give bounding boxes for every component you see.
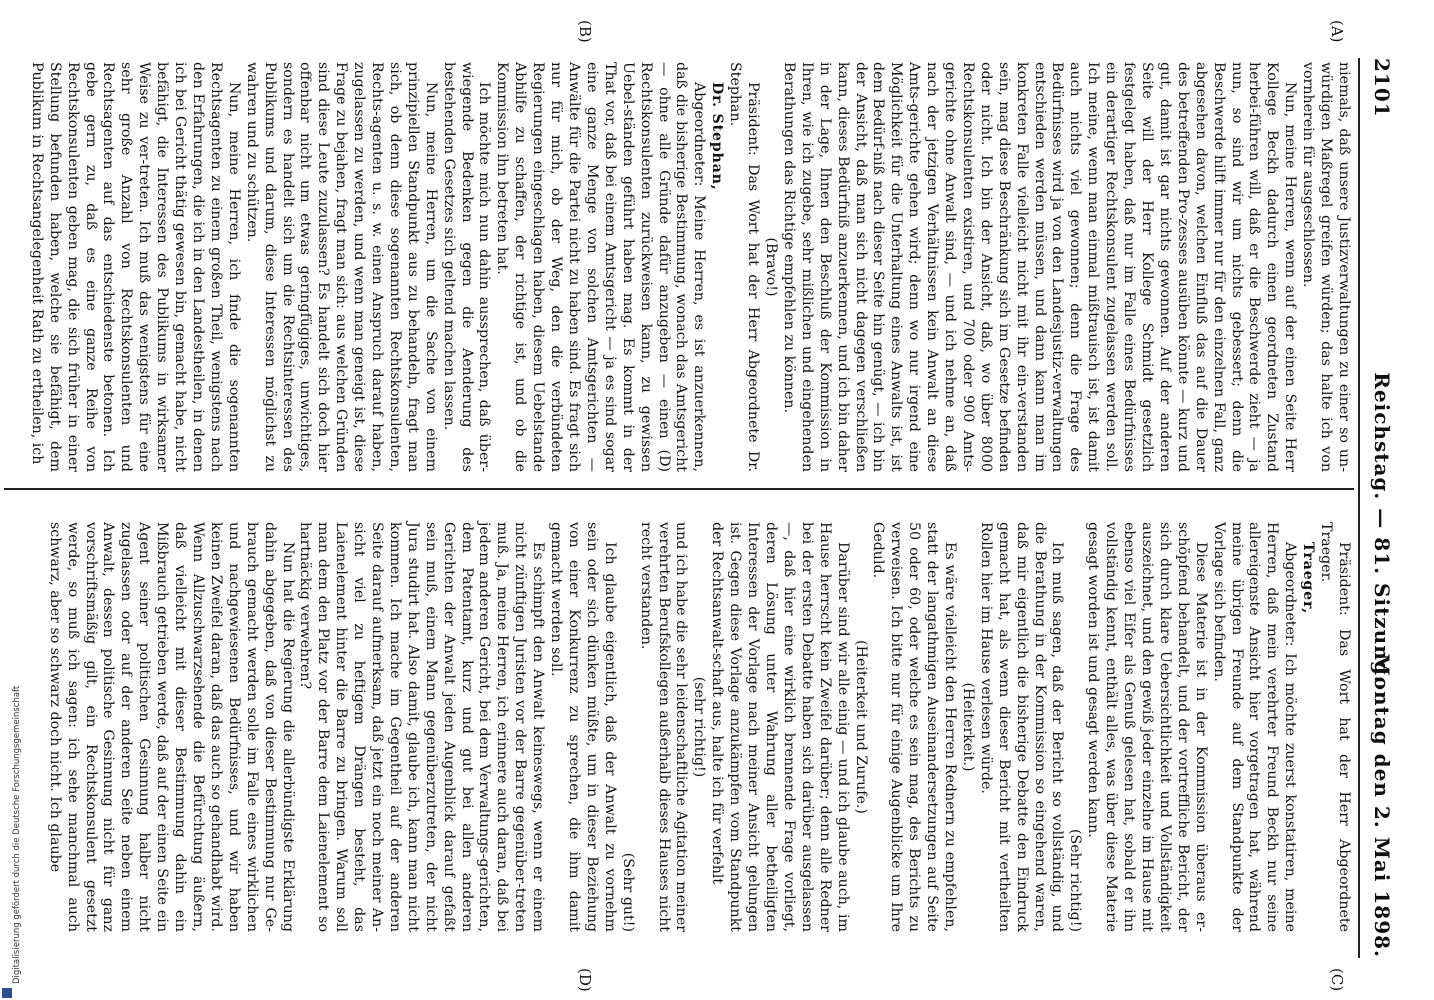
page-number: 2101 (1370, 58, 1394, 118)
footer-credit: Digitalisierung gefördert durch die Deutsche Forschungsgemeinschaft (12, 685, 22, 984)
speech-paragraph: und ich habe die sehr leidenschaftliche Agitation meiner verehrten Berufskollegen außerhalb dieses Hauses nicht recht verstanden. (637, 522, 690, 932)
speech-paragraph: niemals, daß unsere Justizverwaltungen zu einer so un-würdigen Maßregel greifen würden; das halte ich von vornherein für ausgeschlossen. (1300, 62, 1352, 472)
interjection: (sehr richtig!) (691, 676, 708, 778)
dfg-logo-icon (2, 988, 12, 998)
column-divider (4, 488, 1354, 490)
margin-mark-c: (C) (1328, 968, 1346, 992)
speech-paragraph: Es schimpft den Anwalt keineswegs, wenn er einem nicht zünftigen Juristen vor der Barre gegenüber-treten muß. Ja, meine Herren, ich erinnere auch daran, daß bei jedem anderen Gericht, bei dem Verwaltungs-gerichten, dem Patentamt, kurz und gut bei allen anderen Gerichten der Anwalt jeden Augenblick darauf gefaßt sein muß, einem Mann gegenüberzutreten, der nicht Jura studirt hat. Also damit, glaube ich, kann man nicht kommen. Ich mache im Gegentheil auf der anderen Seite darauf aufmerksam, daß jetzt ein noch meiner An-sicht viel zu heftigem Drängen besteht, das Laienelement hinter die Barre zu bringen. Warum soll man dem den Platz vor der Barre dem Laienelement so hartnäckig verwehren? (297, 522, 547, 932)
speech-paragraph: Ich muß sagen, daß der Bericht so vollständig, und die Berathung in der Kommission so eingehend waren, daß mir eigentlich die bisherige Debatte den Eindruck gemacht hat, als wenn dieser Bericht mit vertheilten Rollen hier im Hause verlesen würde. (977, 522, 1066, 932)
speech-paragraph: Abgeordneter: Meine Herren, es ist anzuerkennen, daß die bisherige Bestimmung, wonach das Amtsgericht — ohne alle Gründe dafür anzugeben — einen (D) Rechtskonsulenten zurückweisen kann, zu gewissen Uebel-ständen geführt haben mag. Es kommt in der That vor, daß bei einem Amtsgericht — ja es sind sogar eine ganze Menge von solchen Amtsgerichten — Anwälte für die Partei nicht zu haben sind. Es fragt sich nur für mich, ob der Weg, den die verbündeten Regierungen eingeschlagen haben, diesem Uebelstande Abhilfe zu schaffen, der richtige ist, und ob die Kommission ihn betreten hat. (494, 62, 708, 472)
margin-mark-b: (B) (576, 20, 594, 43)
page-header (1364, 58, 1398, 958)
text-column-2 (45, 522, 1352, 932)
speech-paragraph: Ich möchte mich nun dahin aussprechen, daß über-wiegende Bedenken gegen die Aenderung des bestehenden Gesetzes sich geltend machen lassen. (440, 62, 493, 472)
speaker-name: Dr. Stephan, (709, 82, 726, 191)
margin-mark-a: (A) (1328, 20, 1346, 43)
page-date: Montag den 2. Mai 1898. (1370, 653, 1394, 958)
speech-paragraph: Nun, meine Herren, wenn auf der einen Seite Herr Kollege Beckh dadurch einen geordneten Zustand herbei-führen will, daß er die Beschwerde zieht — ja nun, so sind wir um nichts gebessert; denn die Beschwerde hilft immer nur für den einzelnen Fall, ganz abgesehen davon, welchen Einfluß das auf die Dauer des betreffenden Pro-zesses ausüben könnte — kurz und gut, damit ist gar nichts gewonnen. Auf der anderen Seite will der Herr Kollege Schmidt gesetzlich festgelegt haben, daß nur im Falle eines Bedürfnisses ein derartiger Rechtskonsulent zugelassen werden soll. Ich meine, wenn man einmal mißtrauisch ist, ist damit auch nichts viel gewonnen; denn die Frage des Bedürfnisses wird ja von den Landesjustiz-verwaltungen entschieden werden müssen, und dann kann man im konkreten Falle vielleicht nicht mit ihr ein-verstanden sein, mag diese Beschränkung sich im Gesetze befinden oder nicht. Ich bin der Ansicht, daß, wo über 8000 Rechtskonsulenten existiren, und 700 oder 900 Amts-gerichte ohne Anwalt sind, — und ich nehme an, daß nach der jetzigen Verhältnissen kein Anwalt an diese Amts-gerichte gehen wird; denn wo nur irgend eine Möglichkeit für die Unterhaltung eines Anwalts ist, ist dem Bedürf-niß nach dieser Seite hin genügt, — ich bin der Ansicht, daß man sich nicht dagegen verschließen kann, dieses Bedürfniß anzuerkennen, und ich bin daher in der Lage, Ihnen den Beschluß der Kommission in Ihren, wie ich zugebe, sehr mißlichen und eingehenden Berathungen das Richtige empfehlen zu können. (780, 62, 1299, 472)
speaker-intro: Präsident: Das Wort hat der Herr Abgeordnete Traeger. (1318, 522, 1352, 932)
page-title: Reichstag. — 81. Sitzung. (1370, 372, 1394, 684)
speaker-name: Traeger, (1300, 542, 1317, 614)
speech-paragraph: Es wäre vielleicht den Herren Rednern zu empfehlen, statt der langathmigen Auseinandersetzungen auf Seite 50 oder 60, oder welche es sein mag, des Berichts zu verweisen. Ich bitte nur für einige Augenblicke um Ihre Geduld. (870, 522, 959, 932)
margin-mark-d: (D) (576, 968, 594, 992)
interjection: (Heiterkeit und Zurufe.) (852, 640, 869, 814)
speech-paragraph: Nun hat die Regierung die allerbündigste Erklärung dahin abgegeben, daß von dieser Bestimmung nur Ge-brauch gemacht werden solle im Falle eines wirklichen und nachgewiesenen Bedürfnisses, und wir haben keinen Zweifel daran, daß das auch so gehandhabt wird. Wenn Allzuschwarzsehende die Befürchtung äußern, daß vielleicht mit dieser Bestimmung dahin ein Mißbrauch getrieben werde, daß auf der einen Seite ein Agent seiner politischen Gesinnung halber nicht zugelassen oder auf der anderen Seite neben einem Anwalt, dessen politische Gesinnung nicht für ganz vorschriftsmäßig gilt, ein Rechtskonsulent gesetzt werde, so muß ich sagen: ich sehe manchmal auch schwarz, aber so schwarz doch nicht. Ich glaube (46, 522, 296, 932)
speech-paragraph: Diese Materie ist in der Kommission überaus er-schöpfend behandelt, und der vortreffliche Bericht, der sich durch klare Uebersichtlichkeit und Vollständigkeit auszeichnet, und den gewiß jeder einzelne im Hause mit ebenso viel Eifer als Genuß gelesen hat, sobald er ihn vollständig kennt, enthält alles, was über diese Materie gesagt worden ist und gesagt werden kann. (1085, 522, 1209, 932)
speech-paragraph: Ich glaube eigentlich, daß der Anwalt zu vornehm sein oder sich dünken müßte, um in dieser Beziehung von einer Konkurrenz zu sprechen, die ihm damit gemacht werden soll. (548, 522, 618, 932)
interjection: (Sehr gut!) (619, 852, 636, 932)
speech-paragraph: Abgeordneter: Ich möchte zuerst konstatiren, meine Herren, daß mein verehrter Freund Beckh nur seine allereigenste Ansicht hier vorgetragen hat, während meine übrigen Freunde auf dem Standpunkte der Vorlage sich befinden. (1210, 522, 1299, 932)
speech-paragraph: Darüber sind wir alle einig — und ich glaube auch, im Hause herrscht kein Zweifel darüber; denn alle Redner bei der ersten Debatte haben sich darüber ausgelassen —, daß hier eine wirklich brennende Frage vorliegt, deren Lösung unter Wahrung aller betheiligten Interessen der Vorlage nach meiner Ansicht gelungen ist. Gegen diese Vorlage anzukämpfen vom Standpunkt der Rechtsanwalt-schaft aus, halte ich für verfehlt (709, 522, 851, 932)
interjection: (Bravo!) (763, 237, 779, 297)
speech-paragraph: Nun, meine Herren, ich finde die sogenannten Rechtsagenten zu einem großen Theil, wenigstens nach den Erfahrungen, die ich in den Landestheilen, in denen ich bei Gericht thätig gewesen bin, gemacht habe, nicht befähigt, die Interessen des Publikums in wirksamer Weise zu ver-treten. Ich muß das wenigstens für eine sehr große Anzahl von Rechtskonsulenten und Rechtsagenten auf das entschiedenste betonen. Ich gebe gern zu, daß es eine ganze Reihe von Rechtskonsulenten geben mag, die sich früher in einer Stellung befunden haben, welche sie befähigt, dem Publikum in Rechtsangelegenheit Rath zu ertheilen, ich (28, 62, 242, 472)
header-rule (1358, 58, 1360, 958)
text-column-1 (27, 62, 1352, 472)
speaker-intro: Präsident: Das Wort hat der Herr Abgeordnete Dr. Stephan. (727, 62, 762, 472)
interjection: (Sehr richtig!) (1067, 828, 1084, 932)
footer-strip (0, 0, 22, 1000)
speech-paragraph: Nun, meine Herren, um die Sache von einem prinzipiellen Standpunkt aus zu behandeln, fragt man sich, ob denn diese sogenannten Rechtskonsulenten, Rechts-agenten u. s. w. einen Anspruch darauf haben, zugelassen zu werden, und wenn man geneigt ist, diese Frage zu bejahen, fragt man sich: aus welchen Gründen sind diese Leute zuzulassen? Es handelt sich doch hier offenbar nicht um etwas geringfügiges, unwichtiges, sondern es handelt sich um die Rechtsinteressen des Publikums und darum, diese Interessen möglichst zu wahren und zu schützen. (243, 62, 439, 472)
interjection: (Heiterkeit.) (959, 682, 976, 772)
